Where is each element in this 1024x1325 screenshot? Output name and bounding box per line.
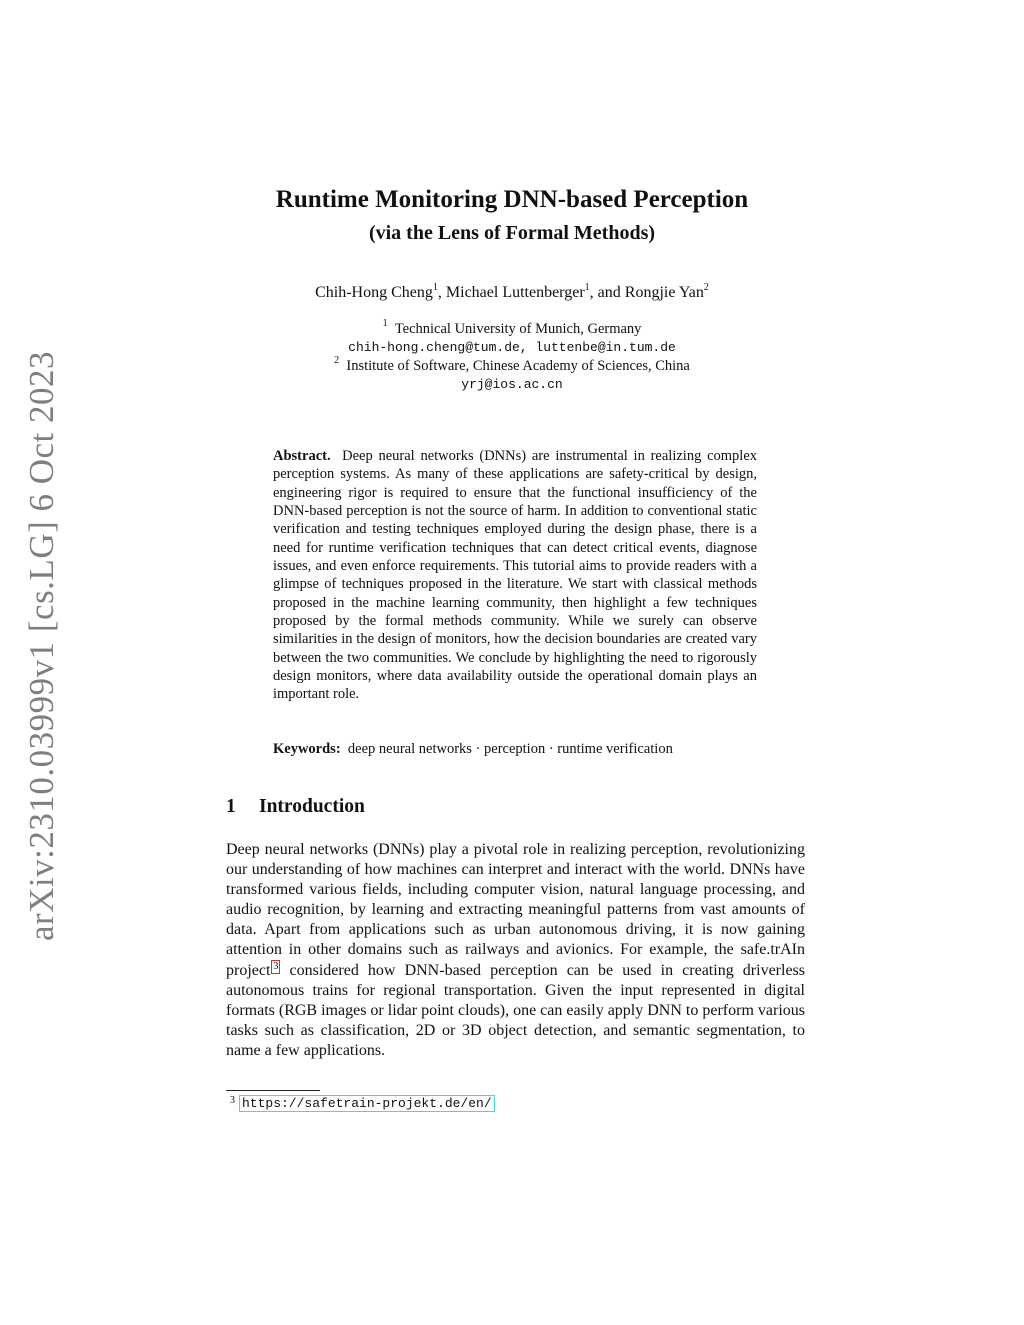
footnote-number: 3: [230, 1095, 235, 1106]
author-separator: ,: [437, 284, 446, 301]
author-affil-mark: 1: [584, 281, 590, 293]
abstract: [273, 447, 757, 704]
author-name: Chih-Hong Cheng: [315, 284, 433, 301]
affiliations: [0, 320, 1024, 394]
author-name: Michael Luttenberger: [445, 284, 585, 301]
affiliation-institution: Institute of Software, Chinese Academy of Sciences, China: [346, 358, 690, 374]
affiliation-number: 1: [382, 318, 388, 330]
author-separator: , and: [589, 284, 625, 301]
section-title: Introduction: [259, 796, 365, 817]
author-list: [0, 281, 1024, 302]
affiliation-institution: Technical University of Munich, Germany: [394, 321, 642, 337]
affiliation-line: [0, 320, 1024, 339]
intro-text: considered how DNN-based perception can be used in creating driverless autonomous trains for regional transportation. Given the input represented in digital formats (RGB images or lidar point clouds), one can easily apply DNN to perform various tasks such as classification, 2D or 3D object detection, and semantic segmentation, to name a few applications.: [226, 962, 805, 1060]
author-affil-mark: 1: [432, 281, 438, 293]
footnote-rule: [226, 1090, 320, 1091]
author-name: Rongjie Yan: [624, 284, 704, 301]
section-number: 1: [226, 796, 236, 817]
introduction-paragraph: [226, 840, 805, 1062]
section-heading: [226, 796, 365, 818]
footnote-marker-link[interactable]: 3: [273, 961, 279, 973]
intro-text: Deep neural networks (DNNs) play a pivotal role in realizing perception, revolutionizing our understanding of how machines can interpret and interact with the world. DNNs have transformed various fields, including computer vision, natural language processing, and audio recognition, by learning and extracting meaningful patterns from vast amounts of data. Apart from applications such as urban autonomous driving, it is now gaining attention in other domains such as railways and avionics. For example, the safe.trAIn project: [226, 841, 805, 980]
affiliation-emails: yrj@ios.ac.cn: [461, 376, 563, 392]
arxiv-identifier-stamp: arXiv:2310.03999v1 [cs.LG] 6 Oct 2023: [22, 350, 61, 942]
keywords-label: Keywords:: [273, 741, 341, 757]
keywords-text: deep neural networks · perception · runtime verification: [347, 741, 673, 757]
footnote: [226, 1095, 495, 1111]
abstract-text: Deep neural networks (DNNs) are instrumental in realizing complex perception systems. As many of these applications are safety-critical by design, engineering rigor is required to ensure that the functional insufficiency of the DNN-based perception is not the source of harm. In addition to conventional static verification and testing techniques employed during the design phase, there is a need for runtime verification techniques that can detect critical events, diagnose issues, and even enforce requirements. This tutorial aims to provide readers with a glimpse of techniques proposed in the literature. We start with classical methods proposed in the machine learning community, then highlight a few techniques proposed by the formal methods community. While we surely can observe similarities in the design of monitors, how the decision boundaries are created vary between the two communities. We conclude by highlighting the need to rigorously design monitors, where data availability outside the operational domain plays an important role.: [273, 448, 758, 703]
affiliation-line: [0, 357, 1024, 376]
affiliation-emails: chih-hong.cheng@tum.de, luttenbe@in.tum.de: [348, 339, 676, 355]
author-affil-mark: 2: [703, 281, 709, 293]
footnote-url-link[interactable]: https://safetrain-projekt.de/en/: [239, 1095, 495, 1112]
paper-title: Runtime Monitoring DNN-based Perception: [275, 186, 749, 213]
paper-subtitle: (via the Lens of Formal Methods): [368, 222, 656, 244]
affiliation-number: 2: [334, 355, 340, 367]
abstract-label: Abstract.: [273, 448, 331, 464]
keywords: [273, 741, 773, 758]
